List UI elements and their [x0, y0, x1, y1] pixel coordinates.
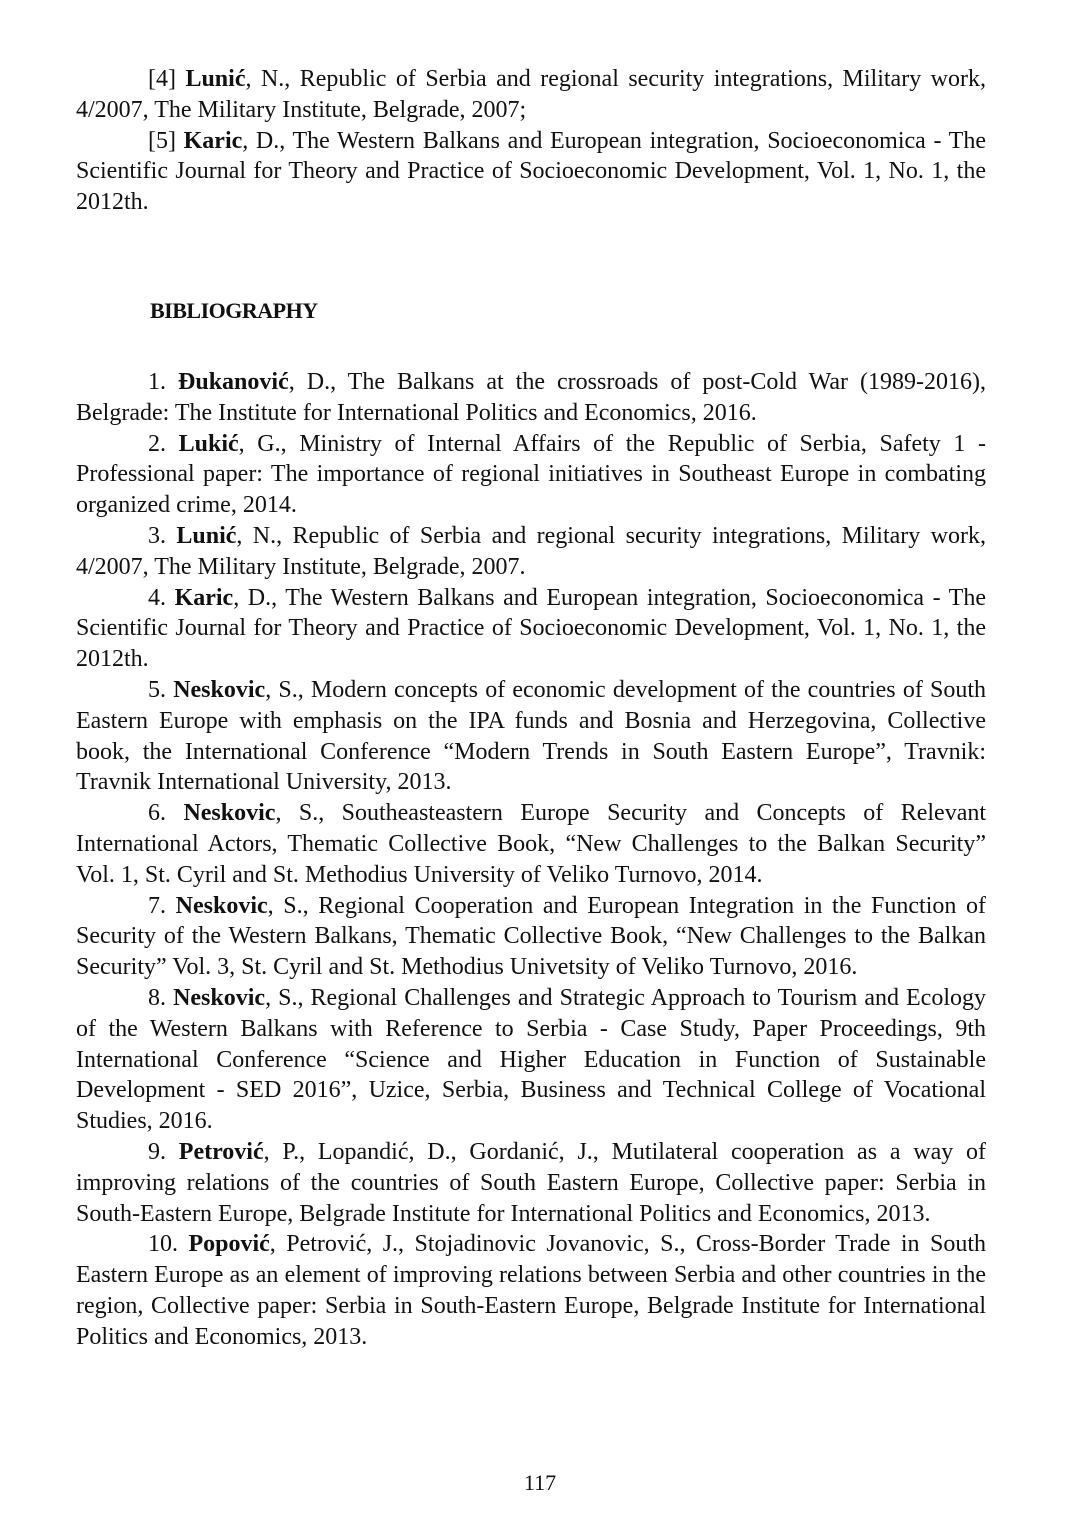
entry-text: , S., Regional Cooperation and European Integration in the Function of Security of the Western Balkans, Thematic Collective Book, “New Challenges to the Balkan Security” Vol. 3, St. Cyril and St. Methodius Univetsity of Veliko Turnovo, 2016. [76, 892, 987, 981]
entry-number: [4] [148, 66, 186, 92]
entry-text: , S., Southeasteastern Europe Security and Concepts of Relevant International Actors, Thematic Collective Book, “New Challenges to the Balkan Security” Vol. 1, St. Cyril and St. Methodius University of Veliko Turnovo, 2014. [76, 800, 987, 888]
entry-author: Popović [188, 1231, 270, 1258]
entry-author: Đukanović [178, 368, 289, 395]
bibliography-entry [76, 429, 986, 521]
entry-author: Lunić [185, 66, 246, 92]
entry-number: 8. [148, 984, 174, 1011]
bibliography-heading: BIBLIOGRAPHY [150, 297, 318, 323]
entry-number: 9. [148, 1138, 179, 1165]
entry-author: Neskovic [183, 800, 276, 827]
page-content [76, 64, 986, 1352]
bibliography-entry [76, 1137, 986, 1229]
entry-text: , N., Republic of Serbia and regional security integrations, Military work, 4/2007, The Military Institute, Belgrade, 2007; [76, 66, 986, 123]
entry-text: , S., Modern concepts of economic development of the countries of South Eastern Europe with emphasis on the IPA funds and Bosnia and Herzegovina, Collective book, the International Conference “Modern Trends in South Eastern Europe”, Travnik: Travnik International University, 2013. [76, 676, 986, 796]
entry-text: , Petrović, J., Stojadinovic Jovanovic, S., Cross-Border Trade in South Eastern Europe as an element of improving relations between Serbia and other countries in the region, Collective paper: Serbia in South-Eastern Europe, Belgrade Institute for International Politics and Economics, 2013. [76, 1231, 986, 1350]
bibliography-heading-wrap [76, 298, 986, 324]
entry-number: 7. [148, 892, 176, 919]
entry-author: Karic [174, 584, 234, 611]
entry-number: 3. [148, 522, 177, 549]
entry-number: [5] [148, 127, 184, 154]
entry-text: , D., The Western Balkans and European integration, Socioeconomica - The Scientific Journal for Theory and Practice of Socioeconomic Development, Vol. 1, No. 1, the 2012th. [76, 584, 986, 673]
entry-author: Karic [183, 127, 243, 154]
bibliography-entry [76, 891, 986, 983]
entry-author: Petrović [178, 1138, 264, 1165]
footnote-entry [76, 126, 986, 218]
page-number: 117 [523, 1470, 557, 1495]
entry-number: 10. [148, 1231, 189, 1258]
entry-number: 6. [148, 800, 184, 827]
footnote-entry [76, 64, 986, 126]
entry-text: , D., The Western Balkans and European integration, Socioeconomica - The Scientific Journal for Theory and Practice of Socioeconomic Development, Vol. 1, No. 1, the 2012th. [76, 127, 986, 216]
bibliography-entry [76, 367, 986, 429]
entry-text: , S., Regional Challenges and Strategic Approach to Tourism and Ecology of the Western Balkans with Reference to Serbia - Case Study, Paper Proceedings, 9th International Conference “Science and Higher Education in Function of Sustainable Development - SED 2016”, Uzice, Serbia, Business and Technical College of Vocational Studies, 2016. [76, 984, 987, 1135]
bibliography-entry [76, 675, 986, 798]
entry-text: , G., Ministry of Internal Affairs of the Republic of Serbia, Safety 1 - Professional paper: The importance of regional initiatives in Southeast Europe in combating organized crime, 2014. [76, 430, 987, 519]
footnotes-block [76, 64, 986, 218]
entry-number: 5. [148, 676, 174, 703]
entry-number: 2. [148, 430, 179, 457]
entry-number: 1. [148, 368, 179, 395]
entry-text: , N., Republic of Serbia and regional security integrations, Military work, 4/2007, The Military Institute, Belgrade, 2007. [76, 522, 986, 580]
entry-author: Lunić [176, 522, 237, 549]
entry-author: Neskovic [175, 892, 268, 919]
entry-text: , D., The Balkans at the crossroads of post-Cold War (1989-2016), Belgrade: The Institute for International Politics and Economics, 2016. [76, 368, 986, 426]
bibliography-list [76, 367, 986, 1353]
bibliography-entry [76, 1229, 986, 1352]
entry-number: 4. [148, 584, 175, 611]
entry-author: Neskovic [173, 676, 266, 703]
bibliography-entry [76, 583, 986, 675]
bibliography-entry [76, 983, 986, 1137]
entry-author: Lukić [178, 430, 239, 457]
entry-text: , P., Lopandić, D., Gordanić, J., Mutilateral cooperation as a way of improving relations of the countries of South Eastern Europe, Collective paper: Serbia in South-Eastern Europe, Belgrade Institute for International Politics and Economics, 2013. [76, 1138, 986, 1227]
entry-author: Neskovic [173, 984, 266, 1011]
bibliography-entry [76, 798, 986, 890]
bibliography-entry [76, 521, 986, 583]
